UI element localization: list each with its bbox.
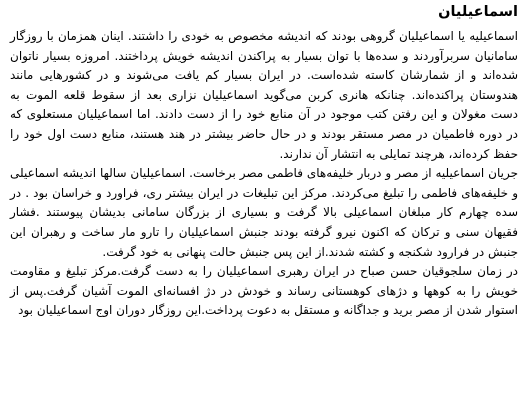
paragraph-seljuk-era: در زمان سلجوقیان حسن صباح در ایران رهبری اسماعیلیان را به دست گرفت.مرکز تبلیغ و مقاومت خویش را به کوهها و دژهای کوهستانی رساند و خودش در دژ افسانه‌ای الموت آشیان گرفت.پس از استوار شدن از مصر برید و جداگانه و مستقل به دعوت پرداخت.این روزگار دوران اوج اسماعیلیان بود [10,264,518,318]
article-title: اسماعیلیان [438,4,518,20]
paragraph-origins: جریان اسماعیلیه از مصر و دربار خلیفه‌های فاطمی مصر برخاست. اسماعیلیان سالها اندیشه اسماعیلی و خلیفه‌های فاطمی را تبلیغ می‌کردند. مرکز این تبلیغات در ایران بیشتر ری، فراورد و خراسان بود . در سده چهارم کار مبلغان اسماعیلی بالا گرفت و بسیاری از بزرگان سامانی بدیشان پیوستند .فشار فقیهان سنی و ترکان که اکنون نیرو گرفته بودند جنبش اسماعیلیان را تارو مار ساخت و رهبران این جنبش در فرارود شکنجه و کشته شدند.از این پس جنبش حالت پنهانی به خود گرفت. [10,166,518,259]
paragraph-intro: اسماعیلیه یا اسماعیلیان گروهی بودند که اندیشه مخصوص به خودی را داشتند. اینان همزمان با روزگار سامانیان سربرآوردند و سده‌ها با توان بسیار به پراکندن اندیشه خویش پرداختند. امروزه بسیار ناتوان شده‌اند و از شمارشان کاسته شده‌است. در ایران بسیار کم یافت می‌شوند و در کشورهایی مانند هندوستان پراکنده‌اند. چنانکه هانری کربن می‌گوید اسماعیلیان نزاری بعد از سقوط قلعه الموت به دست مغولان و این رفتن کتب موجود در آن منابع خود را از دست دادند. اما اسماعیلیان مستعلوی که در دوره فاطمیان در مصر مستقر بودند و در حال حاضر بیشتر در هند هستند، منابع دست اول خود را حفظ کرده‌اند، هرچند تمایلی به انتشار آن ندارند. [10,29,518,161]
